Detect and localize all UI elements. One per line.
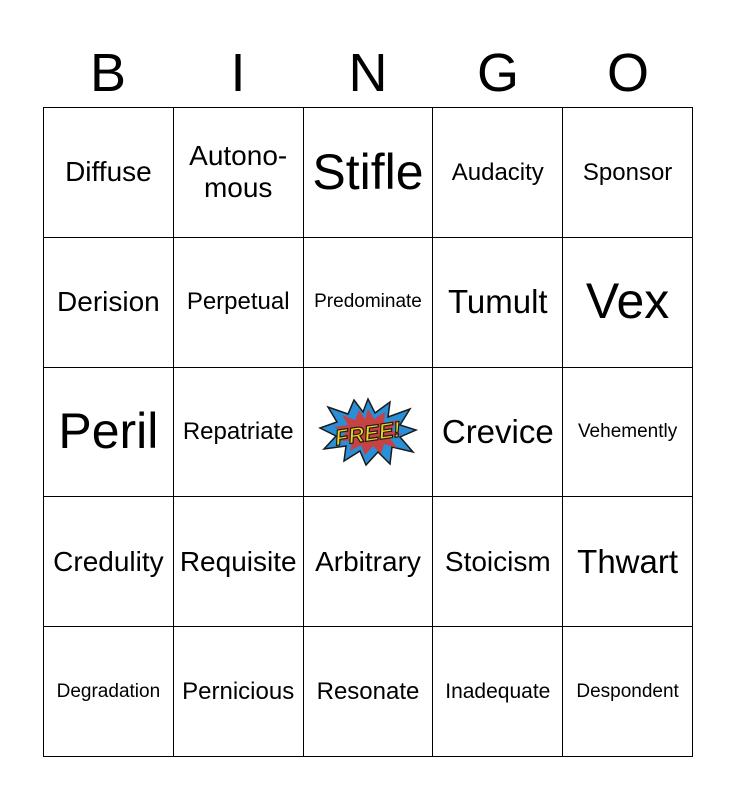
bingo-cell[interactable]: Pernicious [174, 627, 304, 757]
free-space-cell[interactable] [304, 368, 434, 498]
bingo-cell[interactable]: Inadequate [433, 627, 563, 757]
cell-text-autonomous: Autono- mous [189, 140, 288, 204]
bingo-cell[interactable]: Diffuse [44, 108, 174, 238]
bingo-cell[interactable]: Repatriate [174, 368, 304, 498]
bingo-cell[interactable]: Tumult [433, 238, 563, 368]
bingo-cell[interactable]: Sponsor [563, 108, 693, 238]
bingo-cell[interactable]: Stifle [304, 108, 434, 238]
bingo-cell[interactable]: Audacity [433, 108, 563, 238]
bingo-board [43, 107, 693, 757]
bingo-cell[interactable]: Arbitrary [304, 497, 434, 627]
bingo-cell[interactable]: Degradation [44, 627, 174, 757]
free-space-label: FREE! [333, 416, 403, 451]
bingo-cell[interactable]: Requisite [174, 497, 304, 627]
header-letter-o: O [606, 43, 649, 103]
header-letter-i: I [230, 43, 246, 103]
bingo-cell[interactable]: Perpetual [174, 238, 304, 368]
bingo-cell[interactable]: Stoicism [433, 497, 563, 627]
bingo-cell[interactable] [174, 108, 304, 238]
header-letter-n: N [348, 43, 388, 103]
header-letter-b: B [89, 43, 127, 103]
bingo-cell[interactable]: Despondent [563, 627, 693, 757]
header-letter-g: G [476, 43, 519, 103]
bingo-cell[interactable]: Predominate [304, 238, 434, 368]
bingo-cell[interactable]: Credulity [44, 497, 174, 627]
bingo-cell[interactable]: Peril [44, 368, 174, 498]
bingo-cell[interactable]: Crevice [433, 368, 563, 498]
bingo-cell[interactable]: Thwart [563, 497, 693, 627]
bingo-cell[interactable]: Derision [44, 238, 174, 368]
bingo-cell[interactable]: Vex [563, 238, 693, 368]
comic-burst-icon [318, 397, 418, 467]
bingo-cell[interactable]: Resonate [304, 627, 434, 757]
bingo-cell[interactable]: Vehemently [563, 368, 693, 498]
bingo-header [43, 40, 693, 106]
